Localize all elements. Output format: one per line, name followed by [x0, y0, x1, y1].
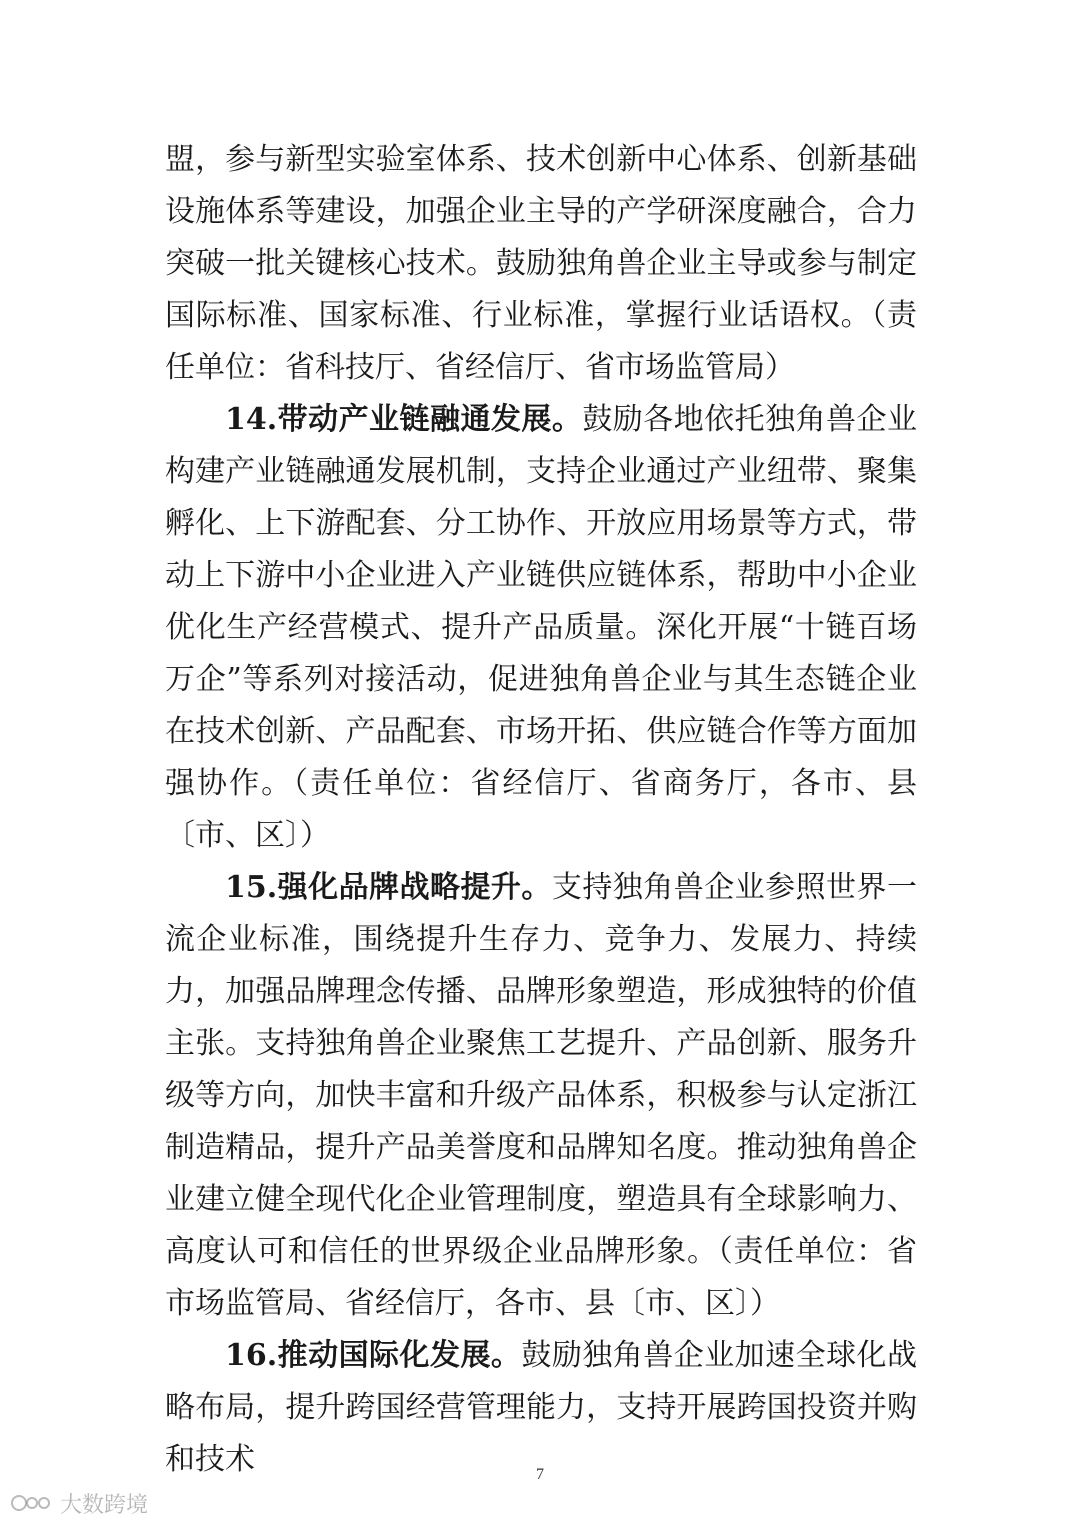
paragraph-continuation	[165, 134, 917, 394]
paragraph-16	[165, 1330, 917, 1486]
paragraph-text: 鼓励独角兽企业加速全球化战略布局，提升跨国经营管理能力，支持开展跨国投资并购和技术	[165, 1338, 918, 1477]
watermark-text: 大数跨境	[60, 1492, 149, 1518]
paragraph-14	[165, 394, 917, 862]
paragraph-text: 鼓励各地依托独角兽企业构建产业链融通发展机制，支持企业通过产业纽带、聚集孵化、上下游配套、分工协作、开放应用场景等方式，带动上下游中小企业进入产业链供应链体系，帮助中小企业优化生产经营模式、提升产品质量。深化开展“十链百场万企”等系列对接活动，促进独角兽企业与其生态链企业在技术创新、产品配套、市场开拓、供应链合作等方面加强协作。（责任单位：省经信厅、省商务厅，各市、县〔市、区〕）	[165, 402, 917, 853]
paragraph-heading: 14.带动产业链融通发展。	[225, 402, 583, 437]
paragraph-text: 盟，参与新型实验室体系、技术创新中心体系、创新基础设施体系等建设，加强企业主导的产学研深度融合，合力突破一批关键核心技术。鼓励独角兽企业主导或参与制定国际标准、国家标准、行业标准，掌握行业话语权。（责任单位：省科技厅、省经信厅、省市场监管局）	[165, 142, 917, 385]
paragraph-15	[165, 862, 917, 1330]
paragraph-text: 支持独角兽企业参照世界一流企业标准，围绕提升生存力、竞争力、发展力、持续力，加强品牌理念传播、品牌形象塑造，形成独特的价值主张。支持独角兽企业聚焦工艺提升、产品创新、服务升级等方向，加快丰富和升级产品体系，积极参与认定浙江制造精品，提升产品美誉度和品牌知名度。推动独角兽企业建立健全现代化企业管理制度，塑造具有全球影响力、高度认可和信任的世界级企业品牌形象。（责任单位：省市场监管局、省经信厅，各市、县〔市、区〕）	[165, 870, 917, 1321]
brand-logo-icon	[10, 1491, 54, 1515]
page-number: 7	[536, 1466, 544, 1483]
paragraph-heading: 16.推动国际化发展。	[225, 1338, 522, 1373]
document-body	[165, 134, 917, 1486]
watermark	[10, 1488, 148, 1518]
paragraph-heading: 15.强化品牌战略提升。	[225, 870, 552, 905]
